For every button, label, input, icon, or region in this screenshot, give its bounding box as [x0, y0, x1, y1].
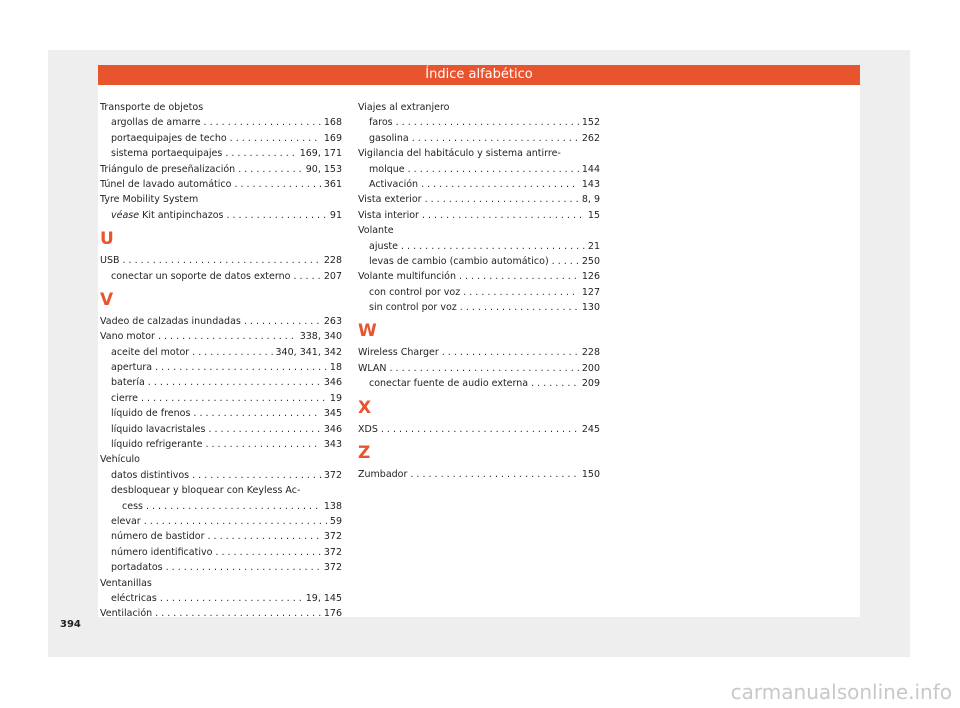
index-subentry: aceite del motor . . . 340, 341, 342 — [100, 345, 342, 360]
index-entry-head: Vigilancia del habitáculo y sistema antirre- — [358, 148, 561, 160]
index-subentry: sistema portaequipajes . . . 169, 171 — [100, 146, 342, 161]
index-entry: Vista exterior . . . 8, 9 — [358, 192, 600, 207]
index-subentry-continued: molque . . . 144 — [358, 162, 600, 177]
index-subentry: número de bastidor . . . 372 — [100, 529, 342, 544]
index-entry: XDS . . . 245 — [358, 422, 600, 437]
index-letter-w: W — [358, 321, 377, 342]
index-column-left — [100, 100, 342, 622]
index-entry-head: Vehículo — [100, 454, 140, 466]
index-subentry: elevar . . . 59 — [100, 514, 342, 529]
watermark: carmanualsonline.info — [730, 680, 952, 704]
index-entry: Zumbador . . . 150 — [358, 467, 600, 482]
index-entry: Vista interior . . . 15 — [358, 208, 600, 223]
index-entry: Túnel de lavado automático . . . 361 — [100, 177, 342, 192]
index-entry: Vano motor . . . 338, 340 — [100, 329, 342, 344]
index-subentry: Activación . . . 143 — [358, 177, 600, 192]
index-entry-head: Volante — [358, 225, 394, 237]
index-entry-head: Viajes al extranjero — [358, 102, 450, 113]
index-subentry: sin control por voz . . . 130 — [358, 300, 600, 315]
section-title: Índice alfabético — [425, 67, 533, 82]
index-subentry: conectar fuente de audio externa . . . 209 — [358, 376, 600, 391]
index-entry: Triángulo de preseñalización . . . 90, 153 — [100, 162, 342, 177]
index-subentry: apertura . . . 18 — [100, 360, 342, 375]
index-subentry: líquido lavacristales . . . 346 — [100, 422, 342, 437]
index-subentry: portaequipajes de techo . . . 169 — [100, 131, 342, 146]
index-subentry-head: desbloquear y bloquear con Keyless Ac- — [111, 485, 301, 497]
index-subentry: número identificativo . . . 372 — [100, 545, 342, 560]
index-subentry: portadatos . . . 372 — [100, 560, 342, 575]
index-letter-z: Z — [358, 443, 371, 464]
index-entry-head: Tyre Mobility System — [100, 194, 199, 206]
index-subentry: líquido refrigerante . . . 343 — [100, 437, 342, 452]
index-subentry: véase Kit antipinchazos . . . 91 — [100, 208, 342, 223]
index-subentry: con control por voz . . . 127 — [358, 285, 600, 300]
index-entry: Vadeo de calzadas inundadas . . . 263 — [100, 314, 342, 329]
index-entry-head: Transporte de objetos — [100, 102, 204, 113]
page-number: 394 — [60, 619, 81, 630]
index-subentry: eléctricas . . . 19, 145 — [100, 591, 342, 606]
index-subentry: ajuste . . . 21 — [358, 239, 600, 254]
index-subentry: líquido de frenos . . . 345 — [100, 406, 342, 421]
index-subentry-continued: cess . . . 138 — [100, 499, 342, 514]
index-subentry: argollas de amarre . . . 168 — [100, 115, 342, 130]
section-header — [98, 65, 860, 85]
index-letter-u: U — [100, 229, 114, 250]
index-letter-x: X — [358, 397, 372, 418]
index-entry: Wireless Charger . . . 228 — [358, 345, 600, 360]
index-subentry: conectar un soporte de datos externo . . . 207 — [100, 269, 342, 284]
index-entry: Ventilación . . . 176 — [100, 606, 342, 621]
index-column-right — [358, 100, 600, 482]
index-subentry: batería . . . 346 — [100, 375, 342, 390]
index-subentry: cierre . . . 19 — [100, 391, 342, 406]
index-entry-head: Ventanillas — [100, 577, 152, 589]
index-subentry: faros . . . 152 — [358, 115, 600, 130]
index-entry: Volante multifunción . . . 126 — [358, 269, 600, 284]
index-subentry: levas de cambio (cambio automático) . . . 250 — [358, 254, 600, 269]
index-subentry: datos distintivos . . . 372 — [100, 468, 342, 483]
index-entry: USB . . . 228 — [100, 253, 342, 268]
index-subentry: gasolina . . . 262 — [358, 131, 600, 146]
index-entry: WLAN . . . 200 — [358, 361, 600, 376]
index-letter-v: V — [100, 289, 114, 310]
